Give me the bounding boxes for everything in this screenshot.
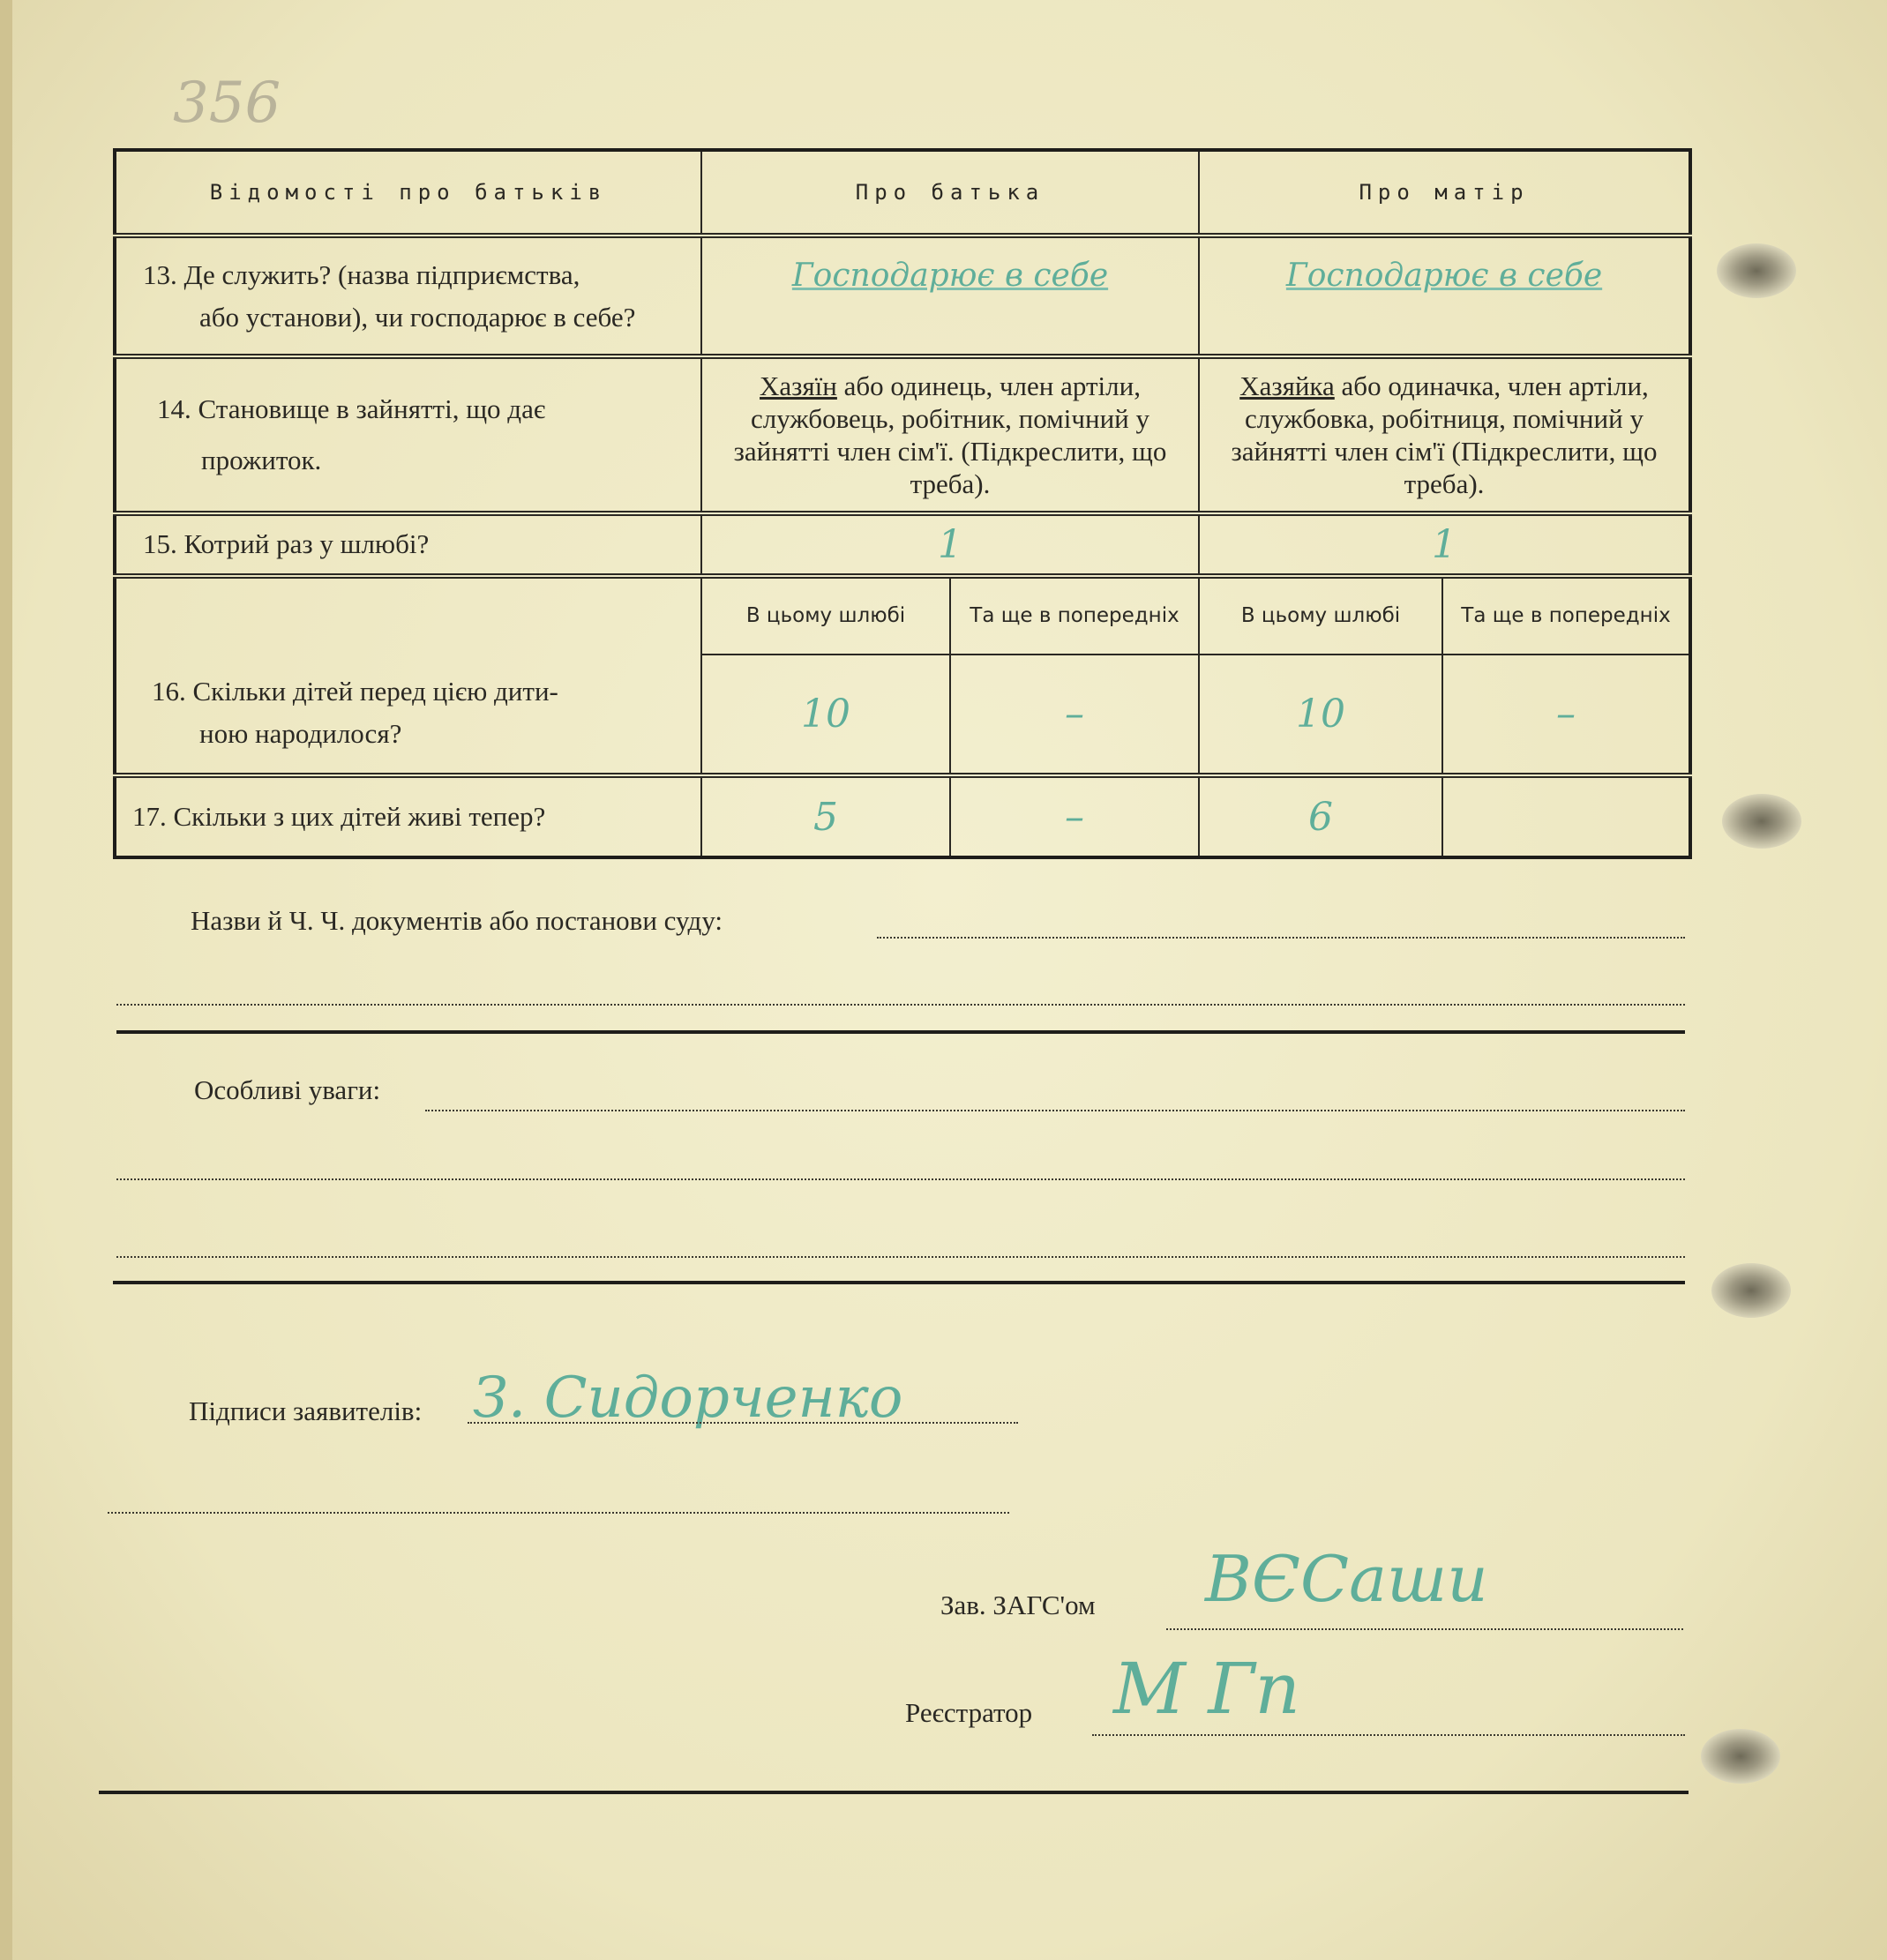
archive-number: 356 bbox=[173, 71, 281, 136]
registrar-label: Реєстратор bbox=[905, 1697, 1033, 1728]
applicants-field-line2[interactable] bbox=[108, 1512, 1009, 1514]
documents-label: Назви й Ч. Ч. документів або постанови суду: bbox=[191, 905, 723, 936]
q16-line2: ною народилося? bbox=[199, 718, 402, 750]
q14-father-rest: або одинець, член артіли, службовець, робітник, помічний у зайнятті член сім'ї. (Підкреслити, що треба). bbox=[733, 370, 1167, 500]
remarks-label: Особливі уваги: bbox=[194, 1074, 381, 1105]
punch-hole bbox=[1701, 1729, 1780, 1784]
q17-mother-this-cell[interactable] bbox=[1199, 775, 1442, 857]
q17-father-prev: – bbox=[1065, 794, 1084, 840]
page-edge bbox=[0, 0, 12, 1960]
q13-line2: або установи), чи господарює в себе? bbox=[199, 301, 636, 333]
q15-father-value: 1 bbox=[938, 521, 962, 567]
applicants-field[interactable] bbox=[468, 1422, 1018, 1424]
q16-mother-prev: – bbox=[1556, 691, 1576, 737]
q14-mother-selected: Хазяйка bbox=[1239, 370, 1335, 402]
row-q15 bbox=[115, 513, 1690, 576]
section-divider bbox=[113, 1281, 1685, 1284]
q17-mother-this: 6 bbox=[1308, 794, 1333, 840]
row-subheaders bbox=[115, 576, 1690, 655]
mother-previous-header: Та ще в попередніх bbox=[1442, 576, 1690, 655]
remarks-field[interactable] bbox=[425, 1110, 1685, 1111]
q14-father-selected: Хазяїн bbox=[760, 370, 837, 402]
punch-hole bbox=[1722, 794, 1801, 849]
q14-line2: прожиток. bbox=[201, 445, 322, 476]
q17-father-prev-cell[interactable] bbox=[950, 775, 1199, 857]
section-divider bbox=[116, 1030, 1685, 1034]
q13-mother-value: Господарює в себе bbox=[1285, 257, 1603, 294]
q17-father-this-cell[interactable] bbox=[701, 775, 950, 857]
header-about-mother: Про матір bbox=[1199, 150, 1690, 236]
remarks-field-line2[interactable] bbox=[116, 1178, 1685, 1180]
row-q13 bbox=[115, 236, 1690, 356]
q14-line1: 14. Становище в зайнятті, що дає bbox=[157, 393, 546, 425]
q16-father-this: 10 bbox=[801, 691, 850, 737]
documents-field[interactable] bbox=[877, 937, 1685, 939]
q15-label: 15. Котрий раз у шлюбі? bbox=[115, 513, 701, 576]
applicants-label: Підписи заявителів: bbox=[189, 1395, 423, 1426]
father-this-marriage-header: В цьому шлюбі bbox=[701, 576, 950, 655]
q16-father-prev-cell[interactable] bbox=[950, 655, 1199, 775]
q13-label bbox=[115, 236, 701, 356]
q17-label: 17. Скільки з цих дітей живі тепер? bbox=[115, 775, 701, 857]
q16-line1: 16. Скільки дітей перед цією дити- bbox=[152, 676, 558, 707]
q17-father-this: 5 bbox=[813, 794, 838, 840]
row-q14 bbox=[115, 356, 1690, 513]
punch-hole bbox=[1717, 243, 1796, 298]
q13-father-value: Господарює в себе bbox=[791, 257, 1109, 294]
registry-head-label: Зав. ЗАГС'ом bbox=[940, 1590, 1096, 1620]
q17-mother-prev-cell[interactable] bbox=[1442, 775, 1690, 857]
q16-mother-this-cell[interactable] bbox=[1199, 655, 1442, 775]
header-about-parents: Відомості про батьків bbox=[115, 150, 701, 236]
documents-field-line2[interactable] bbox=[116, 1004, 1685, 1006]
q13-father-cell[interactable] bbox=[701, 236, 1199, 356]
row-q17 bbox=[115, 775, 1690, 857]
applicant-signature: З. Сидорченко bbox=[473, 1365, 903, 1431]
q16-father-this-cell[interactable] bbox=[701, 655, 950, 775]
parents-info-table bbox=[113, 148, 1692, 859]
q13-mother-cell[interactable] bbox=[1199, 236, 1690, 356]
q14-father-options[interactable] bbox=[701, 356, 1199, 513]
q16-mother-prev-cell[interactable] bbox=[1442, 655, 1690, 775]
punch-hole bbox=[1711, 1263, 1791, 1318]
q14-mother-options[interactable] bbox=[1199, 356, 1690, 513]
q16-mother-this: 10 bbox=[1296, 691, 1345, 737]
remarks-field-line3[interactable] bbox=[116, 1256, 1685, 1258]
q13-line1: 13. Де служить? (назва підприємства, bbox=[143, 258, 580, 290]
mother-this-marriage-header: В цьому шлюбі bbox=[1199, 576, 1442, 655]
registrar-signature: М Гп bbox=[1113, 1648, 1300, 1730]
q16-label bbox=[115, 576, 701, 775]
header-about-father: Про батька bbox=[701, 150, 1199, 236]
q14-mother-rest: або одиначка, член артіли, службовка, робітниця, помічний у зайнятті член сім'ї (Підкреслити, що треба). bbox=[1231, 370, 1658, 500]
bottom-rule bbox=[99, 1791, 1689, 1794]
q15-mother-cell[interactable] bbox=[1199, 513, 1690, 576]
q16-father-prev: – bbox=[1065, 691, 1084, 737]
father-previous-header: Та ще в попередніх bbox=[950, 576, 1199, 655]
table-header-row bbox=[115, 150, 1690, 236]
q15-mother-value: 1 bbox=[1432, 521, 1456, 567]
registrar-field[interactable] bbox=[1092, 1734, 1685, 1736]
q15-father-cell[interactable] bbox=[701, 513, 1199, 576]
registry-head-signature: ВЄСаши bbox=[1205, 1542, 1488, 1616]
registry-head-field[interactable] bbox=[1166, 1628, 1683, 1630]
q14-label bbox=[115, 356, 701, 513]
